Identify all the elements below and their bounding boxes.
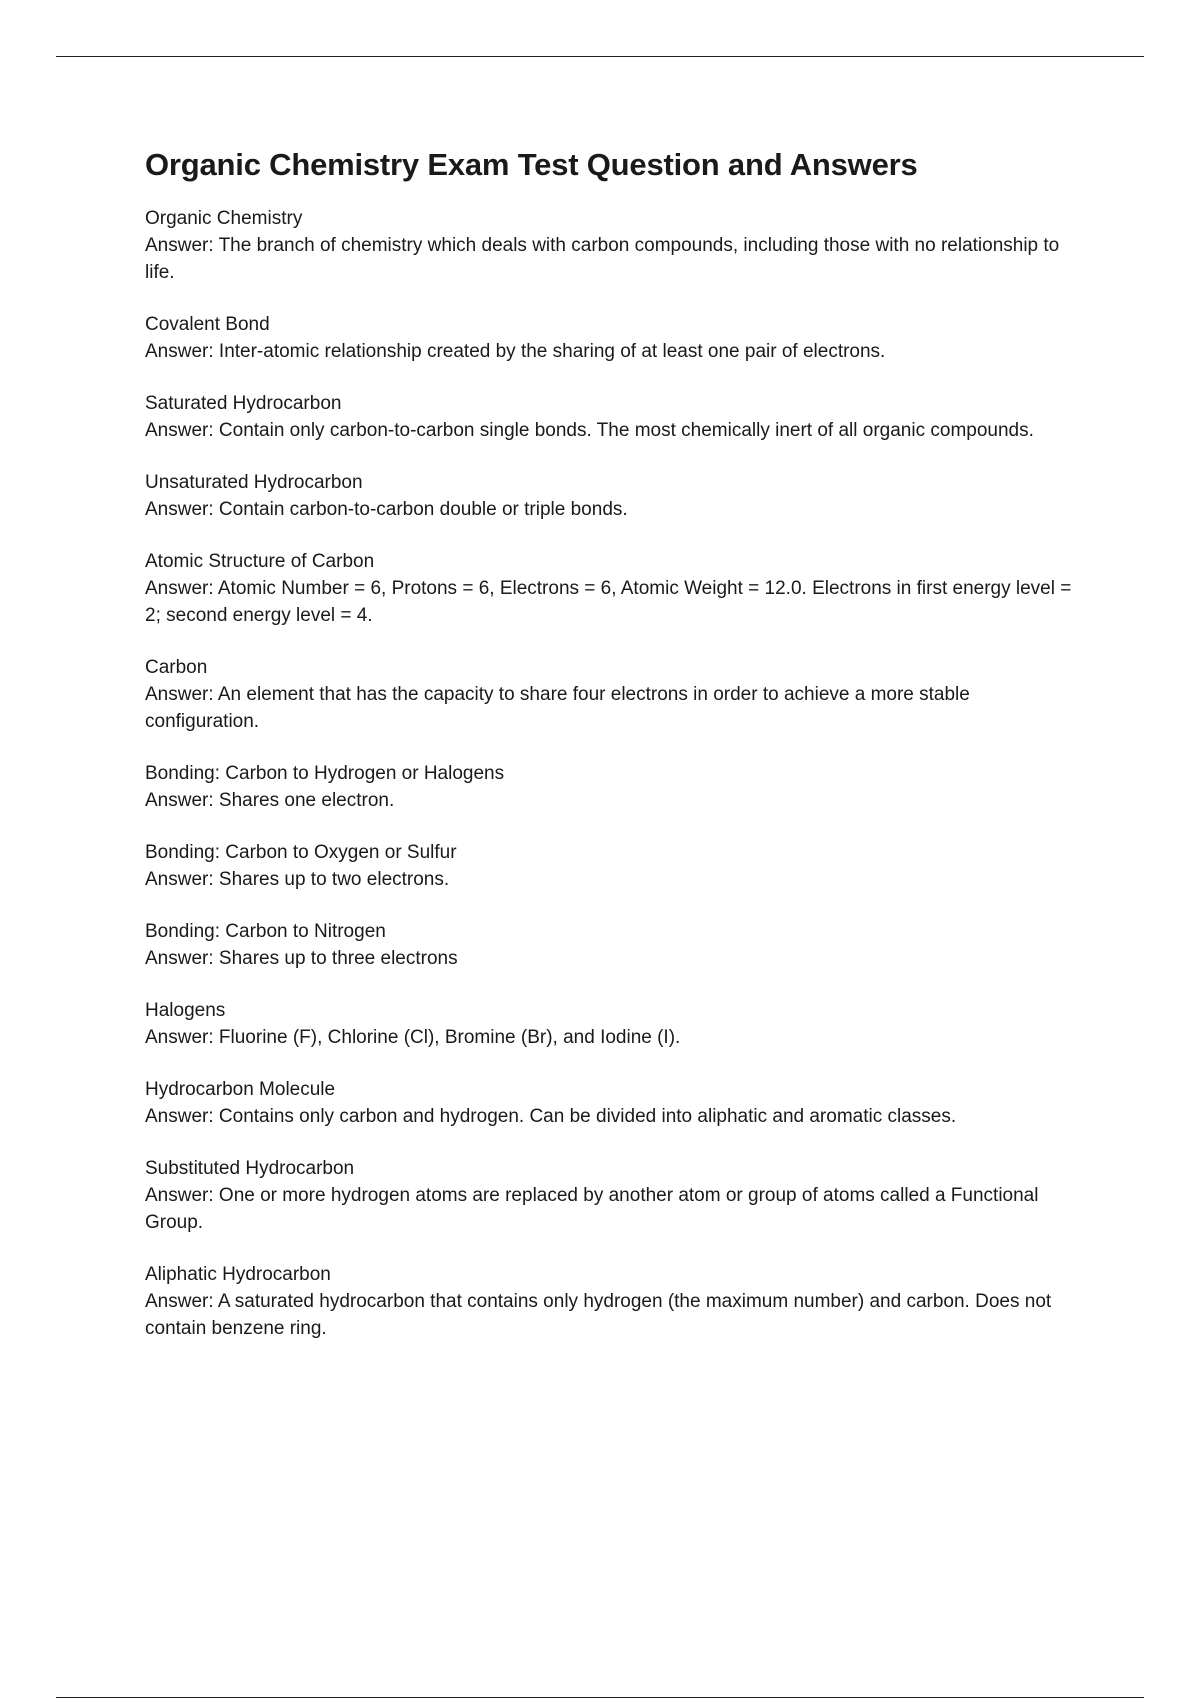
- question-text: Carbon: [145, 657, 208, 679]
- answer-text: Answer: Contain only carbon-to-carbon single bonds. The most chemically inert of all organic compounds.: [145, 420, 1034, 442]
- question-text: Hydrocarbon Molecule: [145, 1079, 336, 1101]
- answer-text: Answer: Shares up to two electrons.: [145, 869, 450, 891]
- document-body: [145, 146, 1085, 1367]
- question-text: Halogens: [145, 1000, 226, 1022]
- question-text: Bonding: Carbon to Nitrogen: [145, 921, 386, 943]
- answer-text: Answer: One or more hydrogen atoms are replaced by another atom or group of atoms called a Functional Group.: [145, 1185, 1039, 1234]
- answer-text: Answer: Atomic Number = 6, Protons = 6, Electrons = 6, Atomic Weight = 12.0. Electrons in first energy level = 2; second energy level = 4.: [145, 578, 1072, 627]
- question-text: Atomic Structure of Carbon: [145, 551, 375, 573]
- answer-text: Answer: The branch of chemistry which deals with carbon compounds, including those with no relationship to life.: [145, 235, 1060, 284]
- question-text: Aliphatic Hydrocarbon: [145, 1264, 331, 1286]
- qa-item: [145, 1076, 1085, 1130]
- question-text: Substituted Hydrocarbon: [145, 1158, 355, 1180]
- footer-rule: [56, 1697, 1144, 1698]
- question-text: Bonding: Carbon to Oxygen or Sulfur: [145, 842, 457, 864]
- qa-item: [145, 654, 1085, 735]
- qa-item: [145, 205, 1085, 286]
- qa-item: [145, 390, 1085, 444]
- qa-item: [145, 760, 1085, 814]
- answer-text: Answer: Contains only carbon and hydrogen. Can be divided into aliphatic and aromatic classes.: [145, 1106, 957, 1128]
- answer-text: Answer: Contain carbon-to-carbon double or triple bonds.: [145, 499, 628, 521]
- qa-item: [145, 311, 1085, 365]
- qa-item: [145, 997, 1085, 1051]
- question-text: Organic Chemistry: [145, 208, 303, 230]
- qa-item: [145, 839, 1085, 893]
- qa-item: [145, 1261, 1085, 1342]
- question-text: Unsaturated Hydrocarbon: [145, 472, 363, 494]
- question-text: Bonding: Carbon to Hydrogen or Halogens: [145, 763, 505, 785]
- answer-text: Answer: Inter-atomic relationship created by the sharing of at least one pair of electrons.: [145, 341, 886, 363]
- qa-item: [145, 469, 1085, 523]
- question-text: Saturated Hydrocarbon: [145, 393, 342, 415]
- question-text: Covalent Bond: [145, 314, 270, 336]
- header-rule: [56, 56, 1144, 57]
- answer-text: Answer: Shares one electron.: [145, 790, 395, 812]
- answer-text: Answer: A saturated hydrocarbon that contains only hydrogen (the maximum number) and carbon. Does not contain benzene ring.: [145, 1291, 1052, 1340]
- answer-text: Answer: An element that has the capacity to share four electrons in order to achieve a more stable configuration.: [145, 684, 970, 733]
- qa-item: [145, 1155, 1085, 1236]
- qa-item: [145, 548, 1085, 629]
- answer-text: Answer: Shares up to three electrons: [145, 948, 458, 970]
- answer-text: Answer: Fluorine (F), Chlorine (Cl), Bromine (Br), and Iodine (I).: [145, 1027, 681, 1049]
- qa-item: [145, 918, 1085, 972]
- document-title: Organic Chemistry Exam Test Question and Answers: [145, 147, 918, 182]
